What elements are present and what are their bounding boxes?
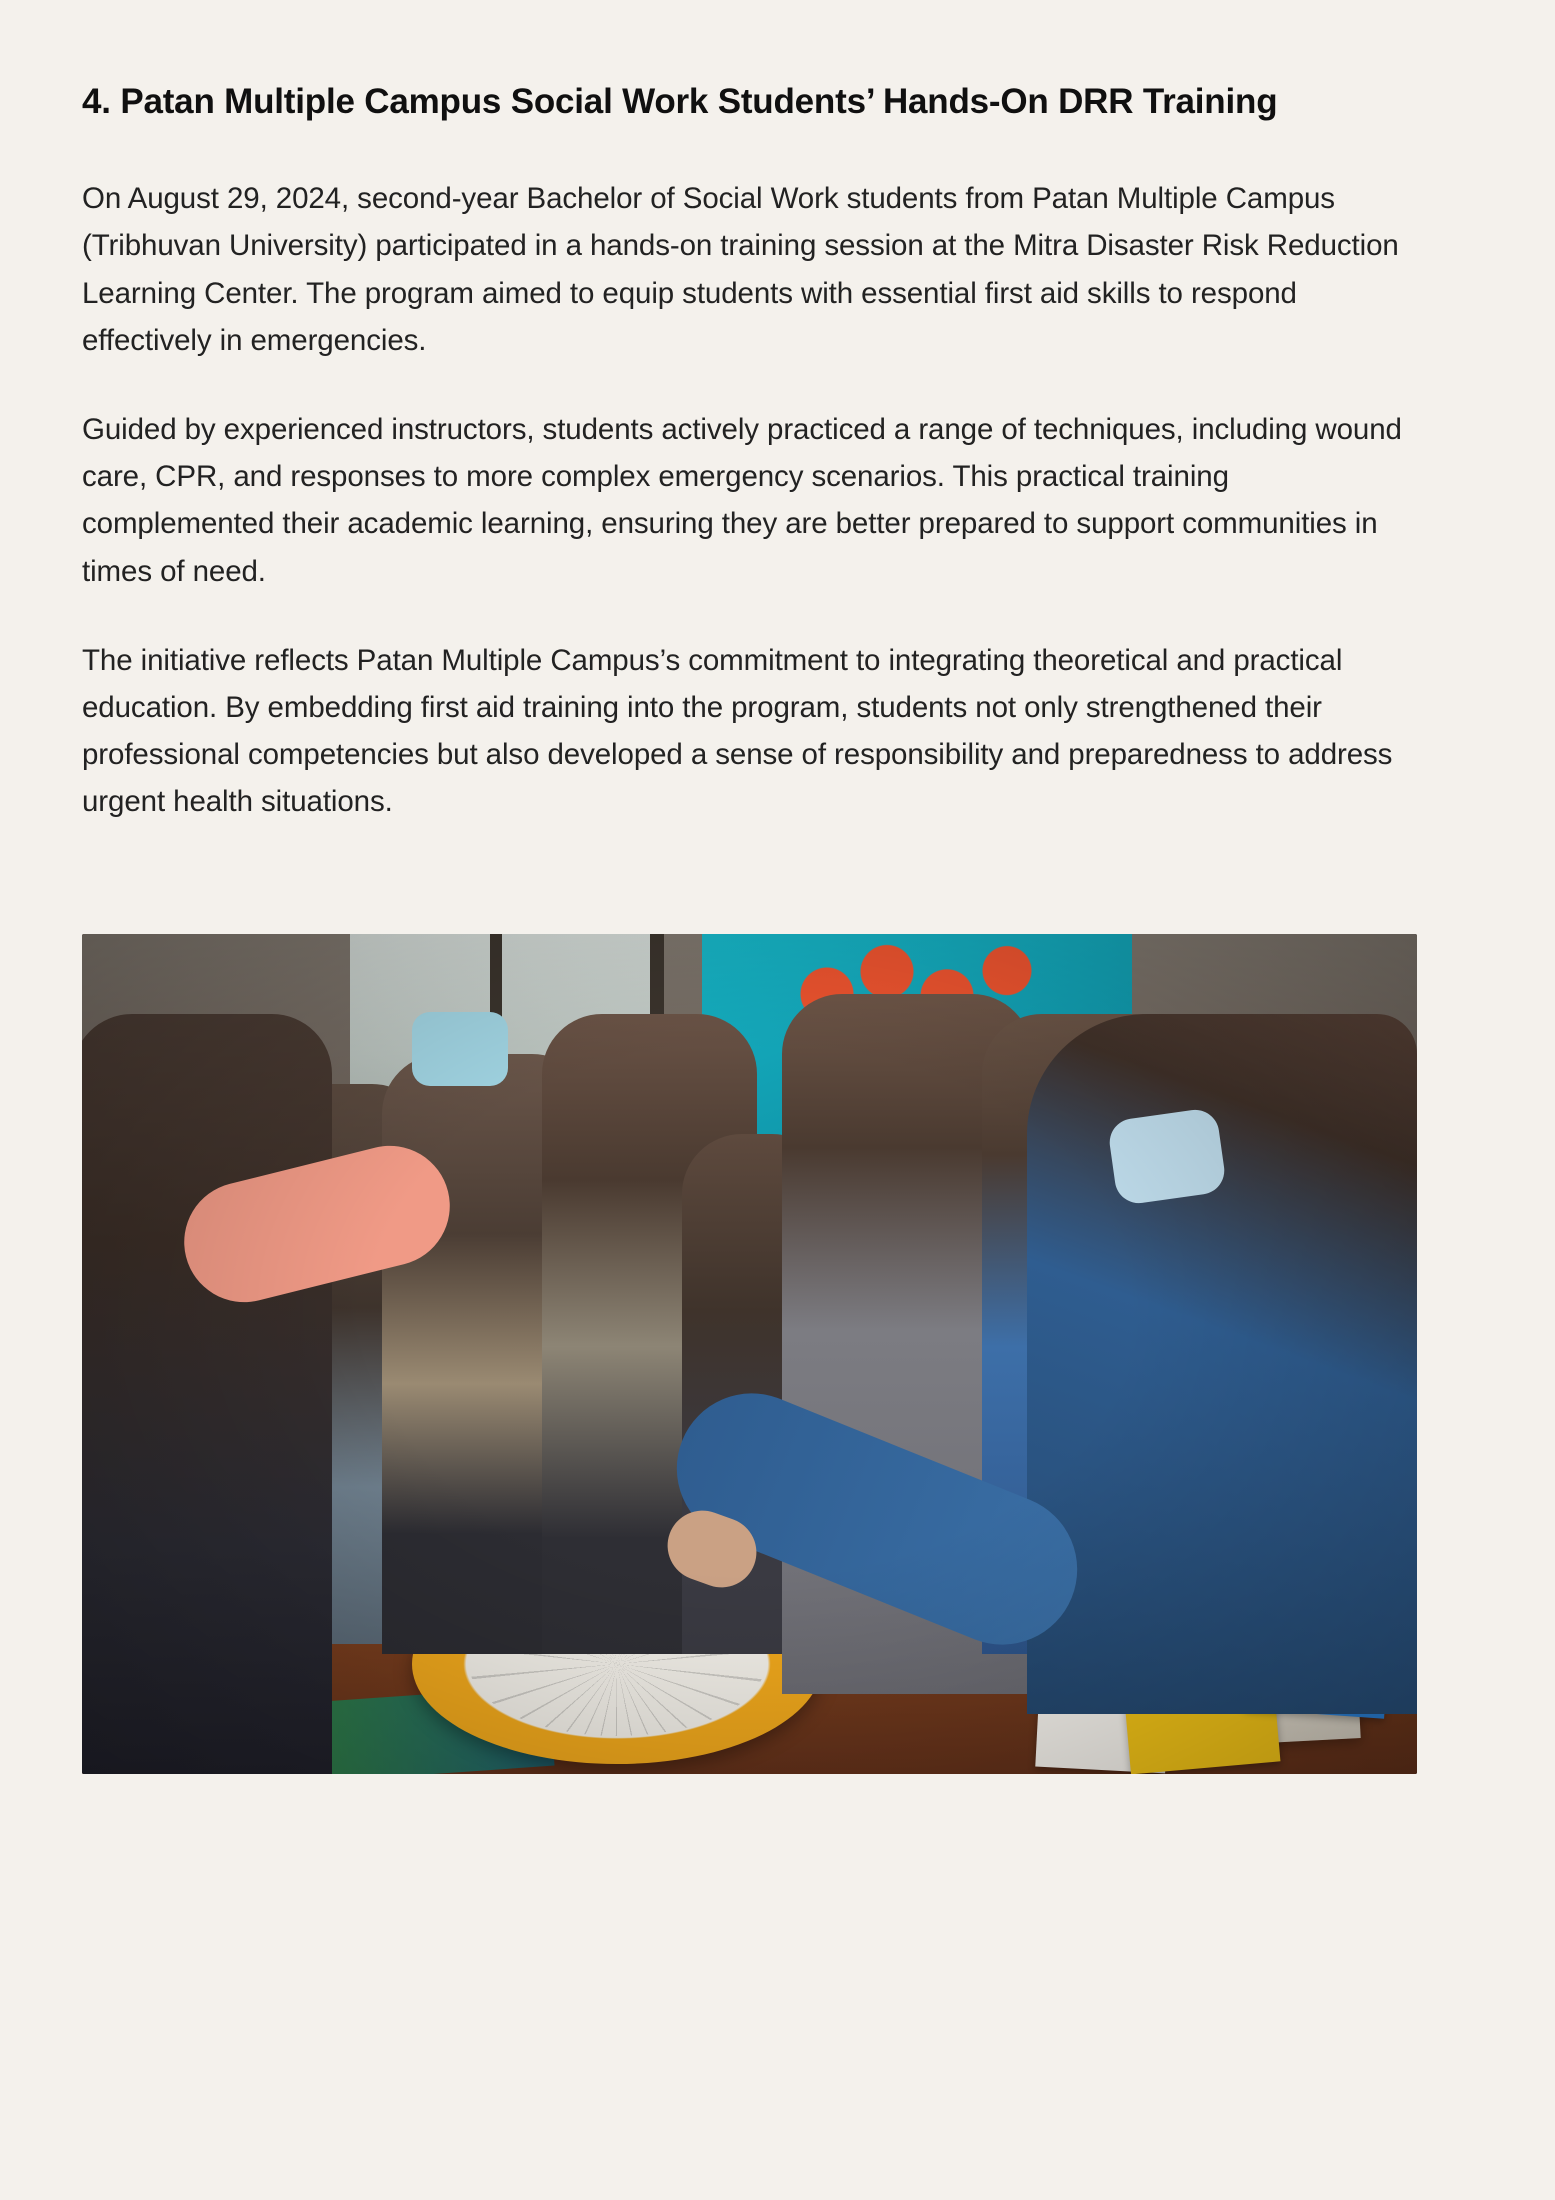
body-paragraph-1: On August 29, 2024, second-year Bachelor of Social Work students from Patan Multiple Campus (Tribhuvan University) participated in a hands-on training session at the Mitra Disaster Risk Reduction Learning Center. The program aimed to equip students with essential first aid skills to respond effectively in emergencies. <box>82 182 1399 357</box>
article-figure <box>82 934 1417 1774</box>
training-session-photo <box>82 934 1417 1774</box>
body-paragraph-2: Guided by experienced instructors, students actively practiced a range of techniques, including wound care, CPR, and responses to more complex emergency scenarios. This practical training complemented their academic learning, ensuring they are better prepared to support communities in times of need. <box>82 413 1402 588</box>
photo-vignette <box>82 934 1417 1774</box>
body-paragraph-3: The initiative reflects Patan Multiple Campus’s commitment to integrating theoretical and practical education. By embedding first aid training into the program, students not only strengthened their professional competencies but also developed a sense of responsibility and preparedness to address urgent health situations. <box>82 643 1393 819</box>
page-title: 4. Patan Multiple Campus Social Work Students’ Hands-On DRR Training <box>82 82 1278 121</box>
